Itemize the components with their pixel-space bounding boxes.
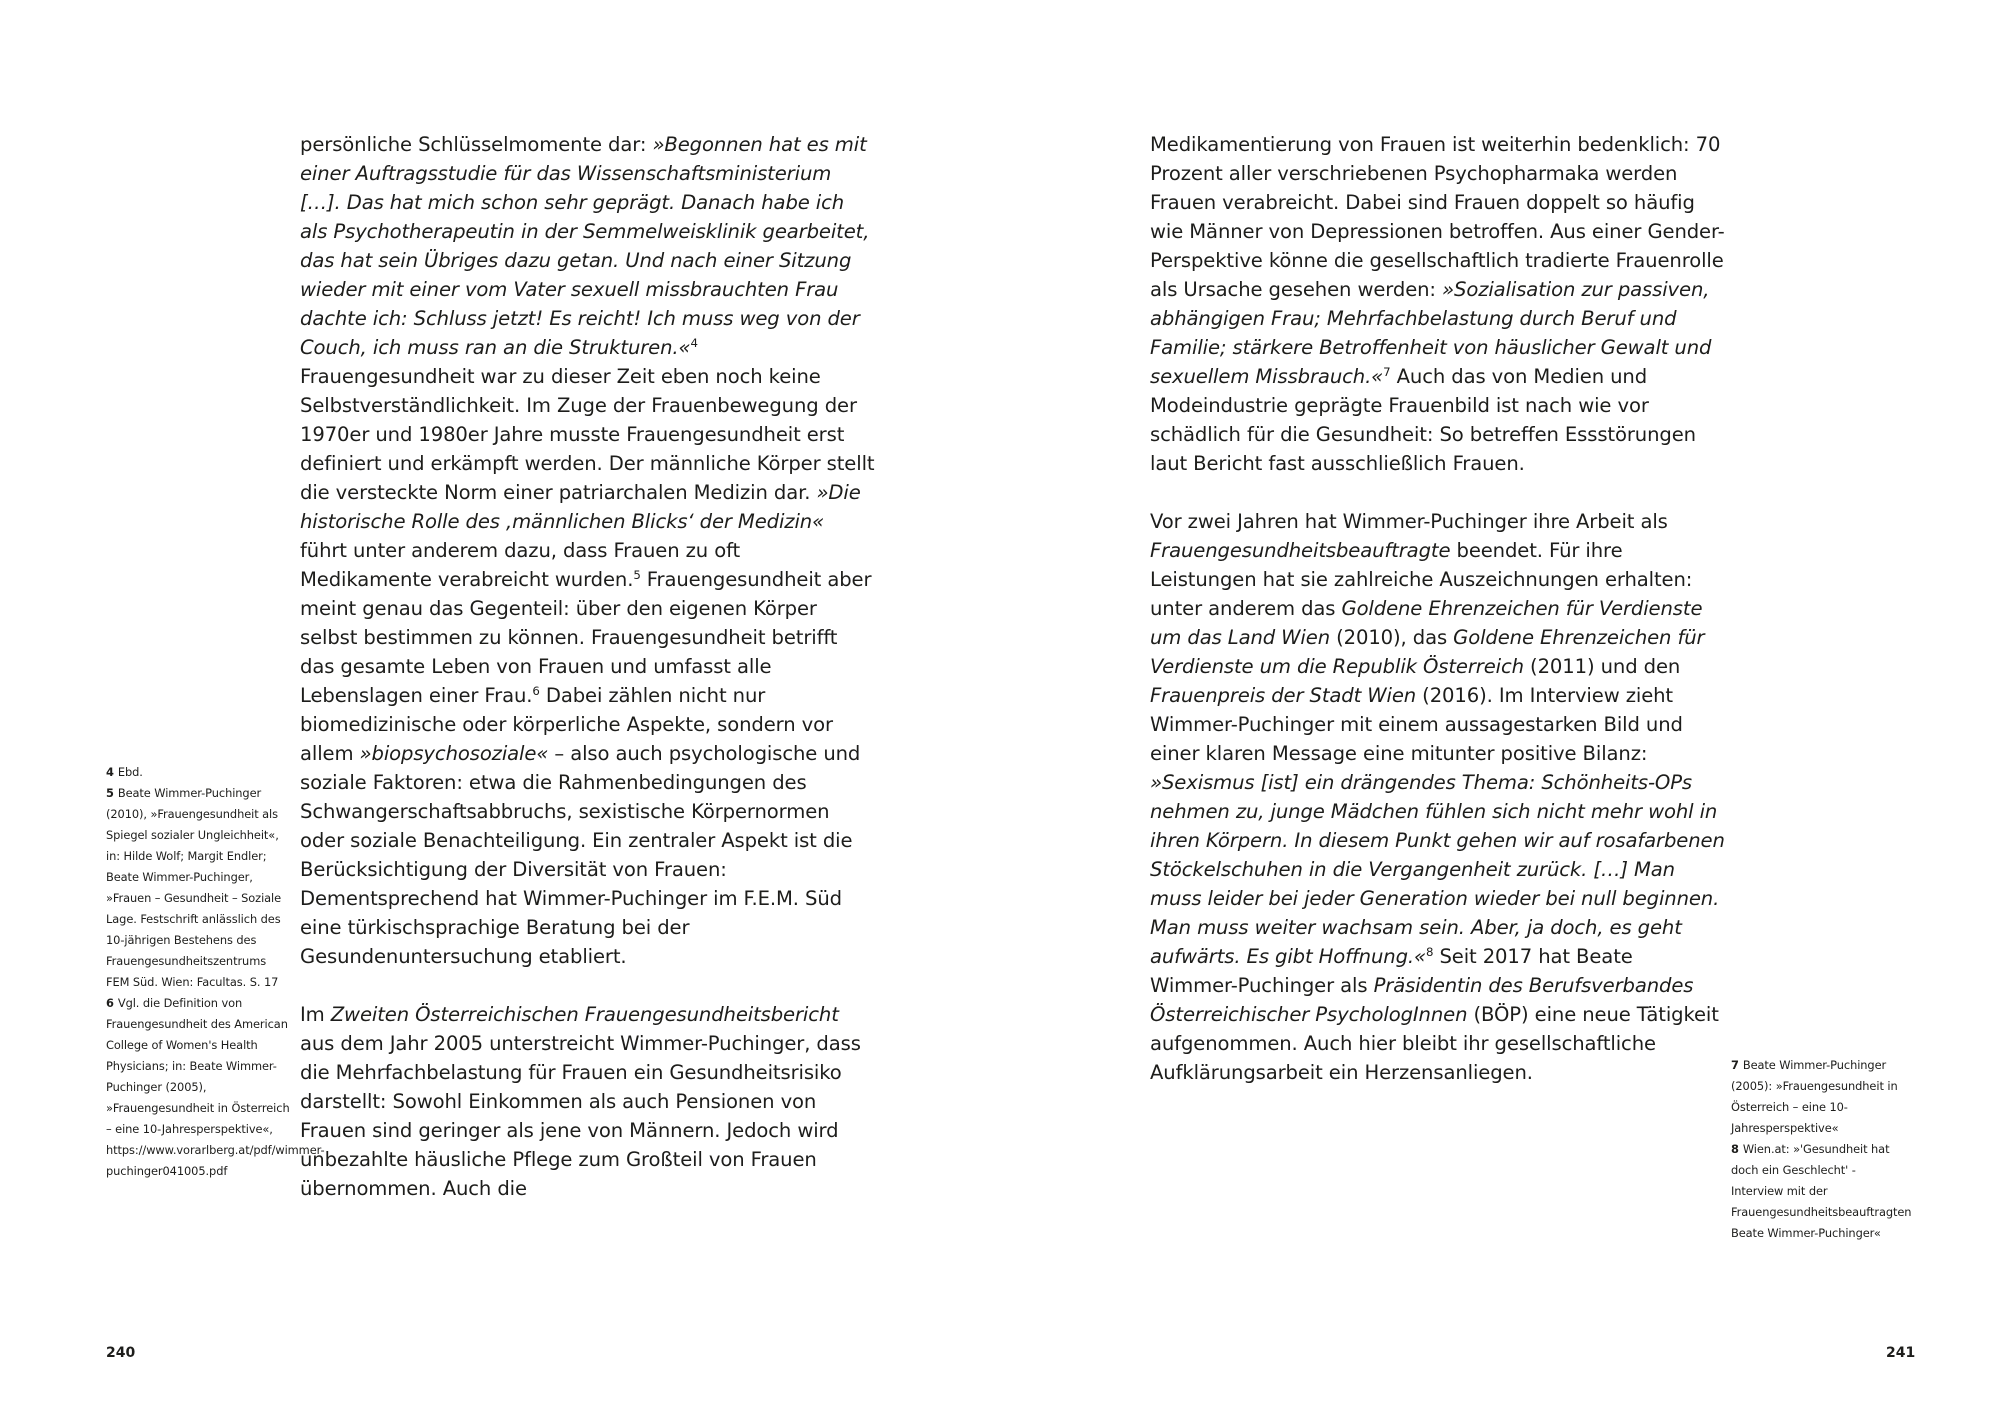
body-paragraph: Medikamentierung von Frauen ist weiterhin bedenklich: 70 Prozent aller verschriebenen Psychopharmaka werden Frauen verabreicht. Dabei sind Frauen doppelt so häufig wie Männer von Depressionen betroffen. Aus einer Gender-Perspektive könne die gesellschaftlich tradierte Frauenrolle als Ursache gesehen werden: »Sozialisation zur passiven, abhängigen Frau; Mehrfachbelastung durch Beruf und Familie; stärkere Betroffenheit von häuslicher Gewalt und sexuellem Missbrauch.«$^7$ Auch das von Medien und Modeindustrie geprägte Frauenbild ist nach wie vor schädlich für die Gesundheit: So betreffen Essstörungen laut Bericht fast ausschließlich Frauen. [1150, 133, 1725, 475]
body-paragraph: Frauengesundheit war zu dieser Zeit eben noch keine Selbstverständlichkeit. Im Zuge der Frauenbewegung der 1970er und 1980er Jahre musste Frauengesundheit erst definiert und erkämpft werden. Der männliche Körper stellt die versteckte Norm einer patriarchalen Medizin dar. »Die historische Rolle des ‚männlichen Blicks‘ der Medizin« führt unter anderem dazu, dass Frauen zu oft Medikamente verabreicht wurden.$^5$ Frauengesundheit aber meint genau das Gegenteil: über den eigenen Körper selbst bestimmen zu können. Frauengesundheit betrifft das gesamte Leben von Frauen und umfasst alle Lebenslagen einer Frau.$^6$ Dabei zählen nicht nur biomedizinische oder körperliche Aspekte, sondern vor allem »biopsychosoziale« – also auch psychologische und soziale Faktoren: etwa die Rahmenbedingungen des Schwangerschaftsabbruchs, sexistische Körpernormen oder soziale Benachteiligung. Ein zentraler Aspekt ist die Berücksichtigung der Diversität von Frauen: Dementsprechend hat Wimmer-Puchinger im F.E.M. Süd eine türkischsprachige Beratung bei der Gesundenuntersuchung etabliert. [300, 365, 875, 968]
body-paragraph: persönliche Schlüsselmomente dar: »Begonnen hat es mit einer Auftragsstudie für das Wissenschaftsministerium […]. Das hat mich schon sehr geprägt. Danach habe ich als Psychotherapeutin in der Semmelweisklinik gearbeitet, das hat sein Übriges dazu getan. Und nach einer Sitzung wieder mit einer vom Vater sexuell missbrauchten Frau dachte ich: Schluss jetzt! Es reicht! Ich muss weg von der Couch, ich muss ran an die Strukturen.«$^4$ [300, 133, 870, 359]
right-body-column [1150, 130, 1725, 1087]
page-number-right: 241 [1886, 1345, 1916, 1361]
italic-quote: Goldene Ehrenzeichen für Verdienste um die Republik Österreich [1150, 626, 1705, 678]
footnote-reference: 6 [532, 683, 540, 698]
right-page [1000, 0, 2000, 1412]
footnote-reference: 7 [1383, 364, 1391, 379]
italic-quote: »Sexismus [ist] ein drängendes Thema: Schönheits-OPs nehmen zu, junge Mädchen fühlen sich nicht mehr wohl in ihren Körpern. In diesem Punkt gehen wir auf rosafarbenen Stöckelschuhen in die Vergangenheit zurück. […] Man muss leider bei jeder Generation wieder bei null beginnen. Man muss weiter wachsam sein. Aber, ja doch, es geht aufwärts. Es gibt Hoffnung.« [1150, 771, 1725, 968]
footnote-text: Wien.at: »'Gesundheit hat doch ein Geschlecht' - Interview mit der Frauengesundheitsbeauftragten Beate Wimmer-Puchinger« [1731, 1142, 1912, 1240]
footnote-reference: 4 [690, 335, 698, 350]
footnote-text: Beate Wimmer-Puchinger (2010), »Frauengesundheit als Spiegel sozialer Ungleichheit«, in: Hilde Wolf; Margit Endler; Beate Wimmer-Puchinger, »Frauen – Gesundheit – Soziale Lage. Festschrift anlässlich des 10-jährigen Bestehens des Frauengesundheitszentrums FEM Süd. Wien: Facultas. S. 17 [106, 786, 282, 989]
footnote [1731, 1055, 1906, 1139]
body-paragraph: Vor zwei Jahren hat Wimmer-Puchinger ihre Arbeit als Frauengesundheitsbeauftragte beendet. Für ihre Leistungen hat sie zahlreiche Auszeichnungen erhalten: unter anderem das Goldene Ehrenzeichen für Verdienste um das Land Wien (2010), das Goldene Ehrenzeichen für Verdienste um die Republik Österreich (2011) und den Frauenpreis der Stadt Wien (2016). Im Interview zieht Wimmer-Puchinger mit einem aussagestarken Bild und einer klaren Message eine mitunter positive Bilanz: »Sexismus [ist] ein drängendes Thema: Schönheits-OPs nehmen zu, junge Mädchen fühlen sich nicht mehr wohl in ihren Körpern. In diesem Punkt gehen wir auf rosafarbenen Stöckelschuhen in die Vergangenheit zurück. […] Man muss leider bei jeder Generation wieder bei null beginnen. Man muss weiter wachsam sein. Aber, ja doch, es geht aufwärts. Es gibt Hoffnung.«$^8$ Seit 2017 hat Beate Wimmer-Puchinger als Präsidentin des Berufsverbandes Österreichischer PsychologInnen (BÖP) eine neue Tätigkeit aufgenommen. Auch hier bleibt ihr gesellschaftliche Aufklärungsarbeit ein Herzensanliegen. [1150, 510, 1725, 1084]
footnote-number: 5 [106, 786, 114, 800]
italic-quote: »biopsychosoziale« [359, 742, 549, 765]
body-paragraph: Im Zweiten Österreichischen Frauengesundheitsbericht aus dem Jahr 2005 unterstreicht Wimmer-Puchinger, dass die Mehrfachbelastung für Frauen ein Gesundheitsrisiko darstellt: Sowohl Einkommen als auch Pensionen von Frauen sind geringer als jene von Männern. Jedoch wird unbezahlte häusliche Pflege zum Großteil von Frauen übernommen. Auch die [300, 1003, 861, 1200]
footnote-text: Ebd. [117, 765, 143, 779]
italic-quote: Frauenpreis der Stadt Wien [1150, 684, 1417, 707]
italic-quote: »Sozialisation zur passiven, abhängigen Frau; Mehrfachbelastung durch Beruf und Familie; stärkere Betroffenheit von häuslicher Gewalt und sexuellem Missbrauch.« [1150, 278, 1712, 388]
footnote-number: 4 [106, 765, 114, 779]
footnote-number: 6 [106, 996, 114, 1010]
page-number-left: 240 [106, 1345, 136, 1361]
footnote-reference: 5 [633, 567, 641, 582]
italic-quote: Frauengesundheitsbeauftragte [1150, 539, 1451, 562]
italic-quote: Goldene Ehrenzeichen für Verdienste um das Land Wien [1150, 597, 1703, 649]
footnote [106, 993, 325, 1182]
footnote-text: Beate Wimmer-Puchinger (2005): »Frauengesundheit in Österreich – eine 10-Jahresperspektive« [1731, 1058, 1898, 1135]
footnote-text: Vgl. die Definition von Frauengesundheit des American College of Women's Health Physicians; in: Beate Wimmer-Puchinger (2005), »Frauengesundheit in Österreich – eine 10-Jahresperspektive«, https://www.vorarlberg.at/pdf/wimmer-puchinger041005.pdf [106, 996, 325, 1178]
footnote-reference: 8 [1425, 944, 1434, 959]
footnote-number: 8 [1731, 1142, 1739, 1156]
italic-quote: Präsidentin des Berufsverbandes Österreichischer PsychologInnen [1150, 974, 1694, 1026]
right-footnotes [1731, 1055, 1912, 1244]
italic-quote: »Begonnen hat es mit einer Auftragsstudie für das Wissenschaftsministerium […]. Das hat mich schon sehr geprägt. Danach habe ich als Psychotherapeutin in der Semmelweisklinik gearbeitet, das hat sein Übriges dazu getan. Und nach einer Sitzung wieder mit einer vom Vater sexuell missbrauchten Frau dachte ich: Schluss jetzt! Es reicht! Ich muss weg von der Couch, ich muss ran an die Strukturen.« [300, 133, 870, 359]
left-body-column [300, 130, 875, 1203]
italic-quote: Zweiten Österreichischen Frauengesundheitsbericht [330, 1003, 839, 1026]
footnote [106, 762, 292, 783]
left-footnotes [106, 762, 325, 1182]
italic-quote: »Die historische Rolle des ‚männlichen Blicks‘ der Medizin« [300, 481, 861, 533]
footnote [106, 783, 292, 993]
footnote [1731, 1139, 1912, 1244]
footnote-number: 7 [1731, 1058, 1739, 1072]
